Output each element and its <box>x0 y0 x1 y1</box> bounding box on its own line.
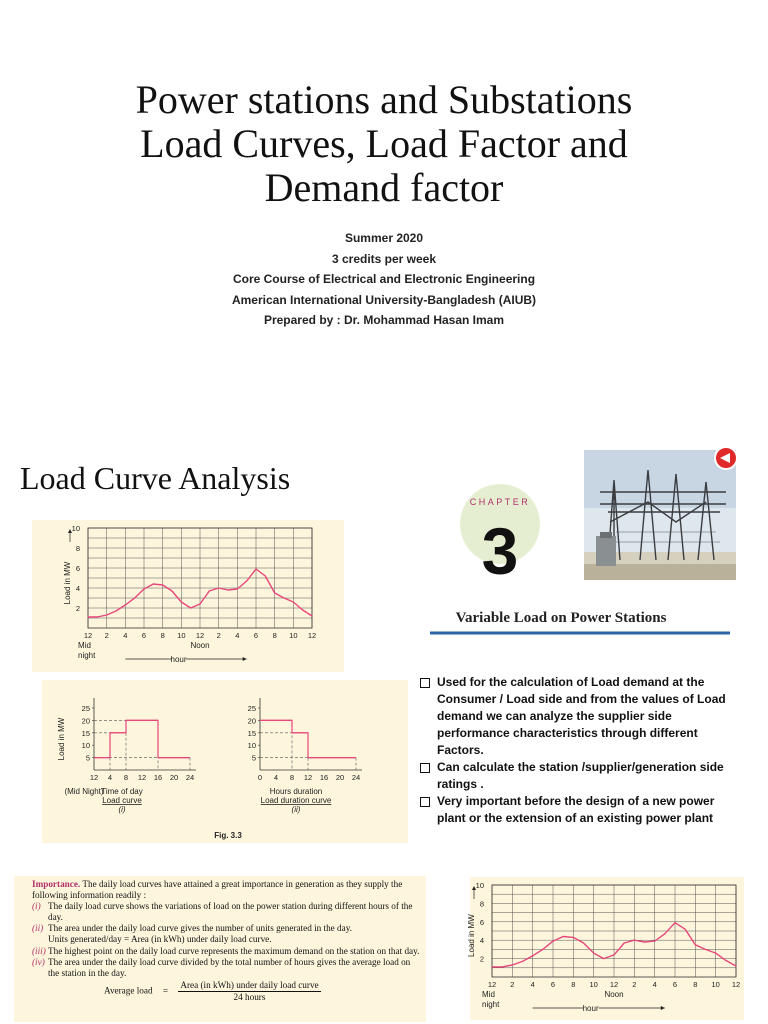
section-heading: Load Curve Analysis <box>20 460 291 496</box>
checkbox-icon <box>420 797 430 807</box>
data-point <box>552 941 553 942</box>
chapter-title: Variable Load on Power Stations <box>455 610 667 626</box>
data-point <box>685 929 686 930</box>
x-axis-label: hour <box>170 655 187 664</box>
x-tick-label: 8 <box>160 631 165 640</box>
importance-excerpt <box>14 876 426 1022</box>
data-point <box>255 568 256 569</box>
data-point <box>593 952 594 953</box>
y-tick-label: 15 <box>81 728 90 738</box>
y-tick-label: 20 <box>247 716 256 726</box>
bullet-list <box>420 674 740 827</box>
importance-item: (iv) The area under the daily load curve divided by the total number of hours gives the average load on the station in the day. <box>32 956 411 978</box>
data-point <box>654 941 655 942</box>
x-tick-label: 16 <box>319 773 329 782</box>
title-line: Load Curves, Load Factor and <box>140 121 628 166</box>
x-tick-label: 10 <box>711 980 720 989</box>
y-tick-label: 4 <box>479 936 484 946</box>
data-point <box>573 937 574 938</box>
author: Prepared by : Dr. Mohammad Hasan Imam <box>263 313 505 327</box>
x-tick-label: 12 <box>303 773 313 782</box>
data-point <box>613 954 614 955</box>
bullet-item: Can calculate the station /supplier/generation side ratings . <box>420 759 740 793</box>
data-point <box>532 955 533 956</box>
data-point <box>583 942 584 943</box>
x-tick-label: 0 <box>257 773 263 782</box>
slide-title <box>40 78 728 210</box>
data-point <box>502 966 503 967</box>
data-point <box>97 616 98 617</box>
importance-item: (i) The daily load curve shows the variations of load on the power station during different hours of the day. <box>32 901 413 923</box>
data-point <box>725 960 726 961</box>
x-tick-label: 2 <box>104 631 109 640</box>
load-step-charts <box>42 680 408 843</box>
x-tick-label: 8 <box>693 980 698 989</box>
daily-load-curve-chart-repeat <box>467 877 744 1020</box>
x-tick-label: 4 <box>123 631 128 640</box>
y-tick-label: 10 <box>71 524 80 533</box>
data-point <box>190 607 191 608</box>
y-tick-label: 4 <box>75 584 80 593</box>
data-point <box>181 601 182 602</box>
y-axis-label: Load in MW <box>63 561 72 605</box>
arrow-head <box>243 657 247 661</box>
average-load-formula: Average load = $\frac{\text{Area (in kWh) under daily load curve}}{\text{24 hours}}$ <box>104 979 319 1002</box>
arrow-head <box>661 1006 665 1010</box>
data-point <box>218 587 219 588</box>
data-point <box>491 966 492 967</box>
panel-caption: (ii) <box>291 805 301 814</box>
y-tick-label: 6 <box>479 917 484 927</box>
x-tick-label: 2 <box>510 980 515 989</box>
y-tick-label: 10 <box>247 741 256 751</box>
x-axis-label: Hours duration <box>269 787 323 796</box>
y-tick-label: 25 <box>247 704 256 713</box>
data-point <box>563 936 564 937</box>
data-point <box>664 933 665 934</box>
data-point <box>246 580 247 581</box>
step-curve <box>260 720 356 757</box>
bullet-item: Used for the calculation of Load demand at the Consumer / Load side and from the values of Load demand we can analyze the supplier side performance characteristics through different Factors. <box>420 674 740 759</box>
y-tick-label: 20 <box>81 716 90 726</box>
university: American International University-Bangladesh (AIUB) <box>231 292 537 307</box>
y-tick-label: 6 <box>75 564 80 573</box>
x-tick-label: 24 <box>185 773 195 782</box>
x-tick-label: 8 <box>272 631 277 640</box>
data-point <box>171 590 172 591</box>
x-tick-label: 8 <box>571 980 576 989</box>
x-tick-label: 12 <box>487 980 497 989</box>
chapter-graphic <box>430 452 736 637</box>
data-point <box>237 588 238 589</box>
y-tick-label: 2 <box>75 604 80 613</box>
x-tick-label: 6 <box>550 980 556 989</box>
x-tick-label: 10 <box>177 631 186 640</box>
x-tick-label: 6 <box>253 631 259 640</box>
x-tick-label: 20 <box>335 773 345 782</box>
checkbox-icon <box>420 678 430 688</box>
data-point <box>227 589 228 590</box>
x-axis-label: Load duration curve <box>260 796 332 805</box>
x-tick-label: 6 <box>141 631 147 640</box>
x-axis-label: hour <box>582 1004 599 1013</box>
x-tick-label: 16 <box>153 773 163 782</box>
x-tick-label: 12 <box>83 631 93 640</box>
midnight-label: (Mid Night) <box>64 787 104 796</box>
data-point <box>106 614 107 615</box>
data-point <box>153 583 154 584</box>
data-point <box>143 588 144 589</box>
y-tick-label: 5 <box>251 753 256 763</box>
data-point <box>603 958 604 959</box>
x-tick-label: 10 <box>289 631 298 640</box>
x-tick-label: 10 <box>589 980 598 989</box>
midnight-label: night <box>482 1000 500 1009</box>
x-tick-label: 12 <box>195 631 205 640</box>
data-point <box>209 590 210 591</box>
data-point <box>735 965 736 966</box>
course-name: Core Course of Electrical and Electronic Engineering <box>232 272 536 286</box>
importance-intro: Importance. The daily load curves have attained a great importance in generation as they supply the following information readily : <box>32 879 403 901</box>
substation-photo <box>584 447 737 580</box>
x-tick-label: 4 <box>273 773 279 782</box>
x-tick-label: 12 <box>137 773 147 782</box>
x-tick-label: 6 <box>672 980 678 989</box>
y-axis-label: Load in MW <box>57 717 66 761</box>
x-tick-label: 24 <box>351 773 361 782</box>
midnight-label: Mid <box>78 641 91 650</box>
data-point <box>522 961 523 962</box>
title-line: Power stations and Substations <box>135 77 633 122</box>
x-tick-label: 4 <box>652 980 657 989</box>
midnight-label: Mid <box>482 990 495 999</box>
data-point <box>283 597 284 598</box>
importance-item: Units generated/day = Area (in kWh) under daily load curve. <box>48 934 272 945</box>
data-point <box>542 949 543 950</box>
x-tick-label: 4 <box>530 980 535 989</box>
data-point <box>512 964 513 965</box>
y-tick-label: 5 <box>85 753 90 763</box>
step-curve <box>94 720 190 757</box>
data-point <box>302 609 303 610</box>
y-tick-label: 25 <box>81 704 90 713</box>
x-tick-label: 2 <box>632 980 637 989</box>
data-point <box>674 922 675 923</box>
data-point <box>624 942 625 943</box>
data-point <box>134 597 135 598</box>
figure-caption: Fig. 3.3 <box>214 831 242 840</box>
data-point <box>115 610 116 611</box>
noon-label: Noon <box>190 641 210 650</box>
bullet-item: Very important before the design of a new power plant or the extension of an existing power plant <box>420 793 740 827</box>
semester: Summer 2020 <box>344 231 424 245</box>
x-tick-label: 12 <box>89 773 99 782</box>
data-point <box>87 616 88 617</box>
x-tick-label: 12 <box>731 980 741 989</box>
chapter-block <box>430 452 736 637</box>
title-line: Demand factor <box>264 165 504 210</box>
data-point <box>162 584 163 585</box>
importance-item: (ii) The area under the daily load curve gives the number of units generated in the day. <box>32 923 353 934</box>
data-point <box>274 592 275 593</box>
panel-caption: (i) <box>118 805 126 814</box>
importance-item: (iii) The highest point on the daily load curve represents the maximum demand on the station on that day. <box>32 945 420 956</box>
daily-load-curve-chart <box>32 520 344 672</box>
data-point <box>265 575 266 576</box>
data-point <box>293 601 294 602</box>
x-axis-label: Load curve <box>102 796 142 805</box>
x-tick-label: 20 <box>169 773 179 782</box>
x-tick-label: 8 <box>123 773 129 782</box>
y-tick-label: 10 <box>475 881 484 890</box>
chapter-label: CHAPTER <box>469 497 531 507</box>
data-point <box>644 941 645 942</box>
data-point <box>311 615 312 616</box>
data-point <box>634 940 635 941</box>
x-tick-label: 2 <box>216 631 221 640</box>
y-tick-label: 10 <box>81 741 90 751</box>
data-point <box>715 952 716 953</box>
data-point <box>695 944 696 945</box>
y-axis-label: Load in MW <box>467 914 476 957</box>
x-tick-label: 12 <box>609 980 619 989</box>
y-tick-label: 8 <box>479 899 484 909</box>
y-tick-label: 2 <box>479 954 484 964</box>
data-point <box>199 603 200 604</box>
credits: 3 credits per week <box>331 251 437 266</box>
course-info <box>40 228 728 331</box>
x-axis-label: Time of day <box>101 787 143 796</box>
x-tick-label: 12 <box>307 631 317 640</box>
checkbox-icon <box>420 763 430 773</box>
y-tick-label: 8 <box>75 544 80 553</box>
x-tick-label: 4 <box>107 773 113 782</box>
x-tick-label: 4 <box>235 631 240 640</box>
midnight-label: night <box>78 651 96 660</box>
data-point <box>125 604 126 605</box>
chapter-number: 3 <box>481 514 519 588</box>
noon-label: Noon <box>604 990 624 999</box>
data-point <box>705 949 706 950</box>
y-tick-label: 15 <box>247 728 256 738</box>
x-tick-label: 8 <box>289 773 295 782</box>
